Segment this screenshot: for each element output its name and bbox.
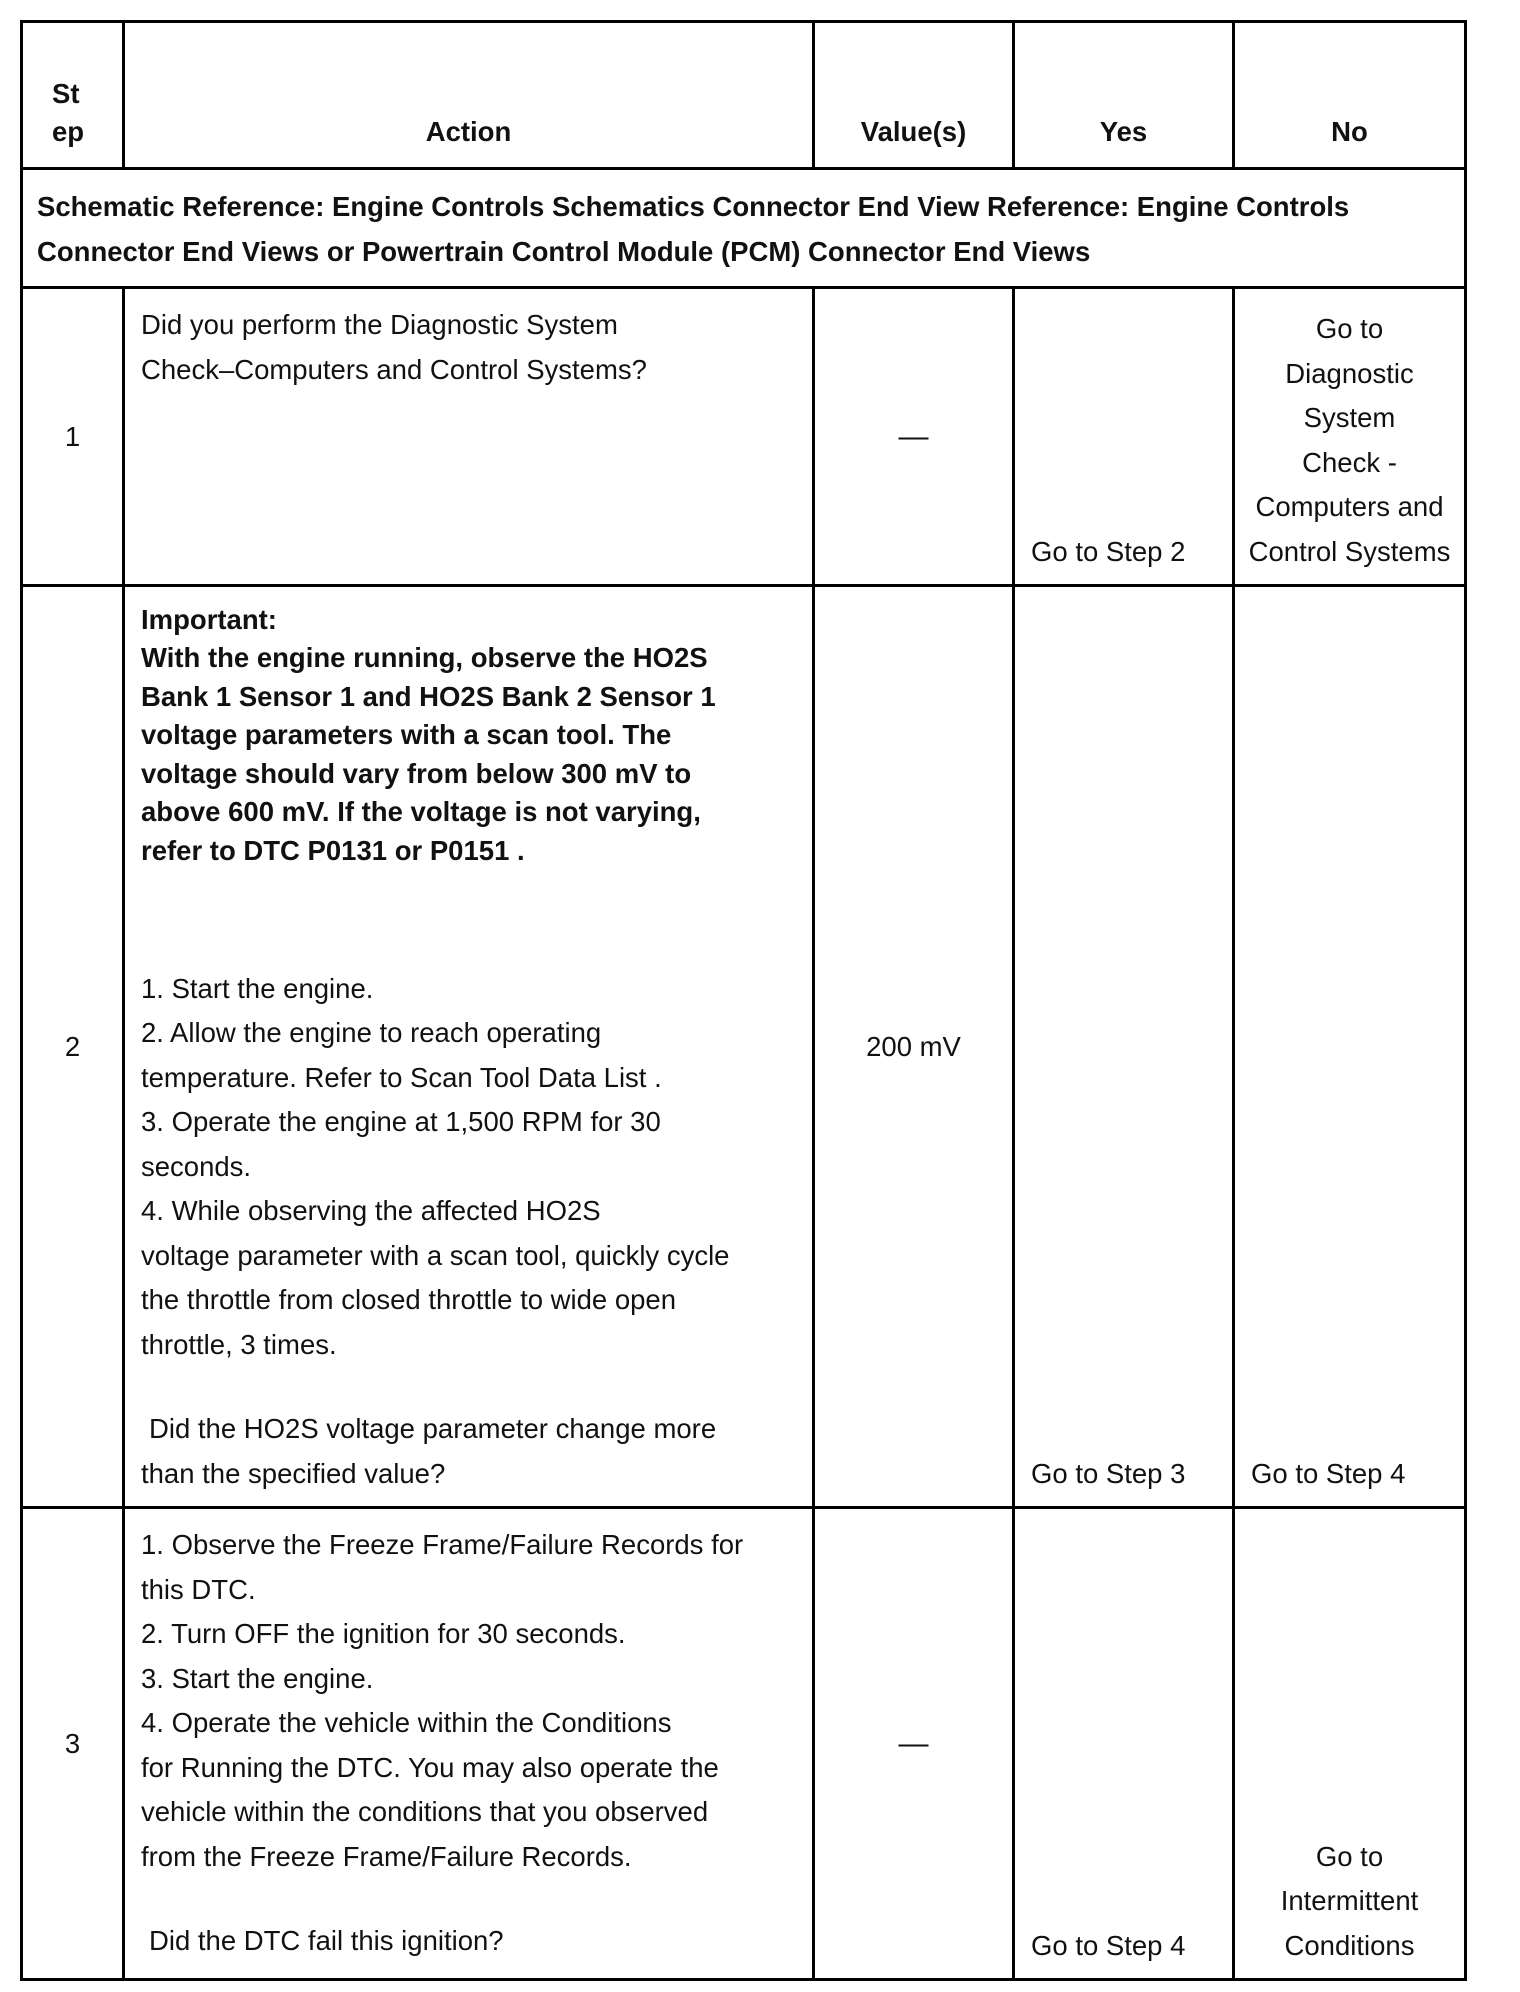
- action-line: 3. Operate the engine at 1,500 RPM for 30: [141, 1106, 661, 1138]
- header-yes: Yes: [1014, 22, 1234, 169]
- step-number: 2: [22, 586, 124, 1508]
- important-line: above 600 mV. If the voltage is not varying,: [141, 796, 701, 828]
- no-line: Check -: [1302, 446, 1397, 478]
- action-line: 2. Allow the engine to reach operating: [141, 1017, 602, 1049]
- step-value: —: [814, 1508, 1014, 1980]
- action-line: Check–Computers and Control Systems?: [141, 353, 647, 385]
- important-line: refer to DTC P0131 or P0151 .: [141, 834, 525, 866]
- action-line: from the Freeze Frame/Failure Records.: [141, 1840, 632, 1872]
- header-step-line2: ep: [52, 116, 85, 147]
- reference-line-1: Schematic Reference: Engine Controls Schematics Connector End View Reference: Engine Controls: [37, 191, 1350, 222]
- step-number: 1: [22, 288, 124, 586]
- header-step: [22, 22, 124, 169]
- step-no: Go to Step 4: [1234, 586, 1466, 1508]
- no-line: Intermittent: [1280, 1885, 1419, 1917]
- question-line: than the specified value?: [141, 1457, 446, 1489]
- action-line: 1. Start the engine.: [141, 972, 374, 1004]
- header-values: Value(s): [814, 22, 1014, 169]
- action-line: 2. Turn OFF the ignition for 30 seconds.: [141, 1618, 626, 1650]
- step-number: 3: [22, 1508, 124, 1980]
- question-line: Did the DTC fail this ignition?: [149, 1925, 504, 1957]
- important-title: Important:: [141, 604, 277, 635]
- important-line: Bank 1 Sensor 1 and HO2S Bank 2 Sensor 1: [141, 680, 716, 712]
- action-line: throttle, 3 times.: [141, 1328, 337, 1360]
- step-action: [124, 586, 814, 1508]
- important-line: voltage should vary from below 300 mV to: [141, 757, 692, 789]
- header-action: Action: [124, 22, 814, 169]
- action-line: vehicle within the conditions that you observed: [141, 1796, 709, 1828]
- header-row: [22, 22, 1466, 169]
- step-no: [1234, 288, 1466, 586]
- action-line: this DTC.: [141, 1573, 256, 1605]
- step-yes: Go to Step 4: [1014, 1508, 1234, 1980]
- step-action: [124, 1508, 814, 1980]
- action-line: the throttle from closed throttle to wide open: [141, 1284, 677, 1316]
- table-row: [22, 1508, 1466, 1980]
- action-line: Did you perform the Diagnostic System: [141, 309, 618, 340]
- no-line: System: [1303, 402, 1396, 433]
- step-yes: Go to Step 2: [1014, 288, 1234, 586]
- step-no: [1234, 1508, 1466, 1980]
- header-step-line1: St: [52, 78, 80, 109]
- reference-line-2: Connector End Views or Powertrain Control Module (PCM) Connector End Views: [37, 236, 1091, 267]
- step-yes: Go to Step 3: [1014, 586, 1234, 1508]
- no-line: Go to: [1315, 1840, 1384, 1872]
- action-line: voltage parameter with a scan tool, quickly cycle: [141, 1239, 730, 1271]
- action-line: 1. Observe the Freeze Frame/Failure Records for: [141, 1529, 744, 1561]
- schematic-reference: [22, 169, 1466, 288]
- header-no: No: [1234, 22, 1466, 169]
- question-line: Did the HO2S voltage parameter change more: [149, 1413, 717, 1445]
- no-line: Go to: [1315, 313, 1384, 344]
- action-line: 4. Operate the vehicle within the Conditions: [141, 1707, 672, 1739]
- no-line: Computers and: [1255, 491, 1444, 522]
- diagnostic-table: [20, 20, 1467, 1981]
- action-line: 3. Start the engine.: [141, 1662, 374, 1694]
- action-line: 4. While observing the affected HO2S: [141, 1195, 601, 1227]
- step-value: 200 mV: [814, 586, 1014, 1508]
- important-line: voltage parameters with a scan tool. The: [141, 719, 672, 751]
- table-row: [22, 288, 1466, 586]
- action-line: temperature. Refer to Scan Tool Data List .: [141, 1061, 662, 1093]
- no-line: Conditions: [1284, 1929, 1415, 1961]
- action-line: for Running the DTC. You may also operate the: [141, 1751, 719, 1783]
- important-line: With the engine running, observe the HO2S: [141, 642, 708, 673]
- step-action: [124, 288, 814, 586]
- action-line: seconds.: [141, 1150, 252, 1182]
- table-row: [22, 586, 1466, 1508]
- step-value: —: [814, 288, 1014, 586]
- no-line: Control Systems: [1248, 535, 1451, 567]
- reference-row: [22, 169, 1466, 288]
- no-line: Diagnostic: [1285, 357, 1414, 389]
